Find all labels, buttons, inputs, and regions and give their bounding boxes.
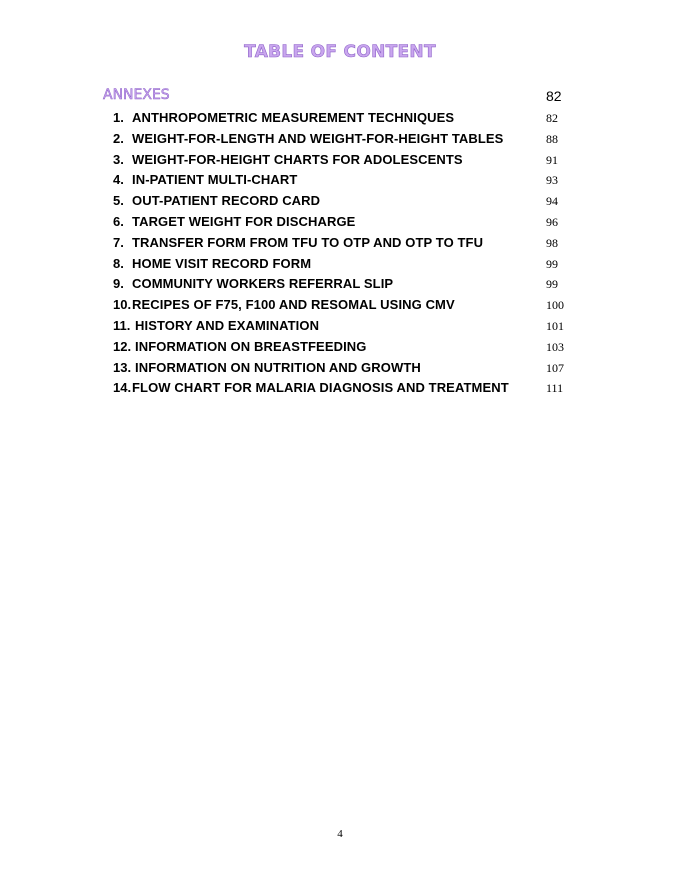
toc-entry-label: WEIGHT-FOR-HEIGHT CHARTS FOR ADOLESCENTS bbox=[132, 151, 463, 167]
toc-entry-label: TRANSFER FORM FROM TFU TO OTP AND OTP TO TFU bbox=[132, 234, 484, 250]
toc-entry-label: IN-PATIENT MULTI-CHART bbox=[132, 172, 298, 188]
toc-entry[interactable] bbox=[113, 295, 573, 316]
section-title: ANNEXES bbox=[103, 87, 170, 103]
toc-entry[interactable] bbox=[113, 212, 573, 233]
toc-entry[interactable] bbox=[113, 274, 573, 295]
toc-entry-page: 88 bbox=[546, 131, 558, 146]
toc-entry[interactable] bbox=[113, 191, 573, 212]
toc-entry-number: 5. bbox=[113, 193, 124, 209]
toc-entry-number: 6. bbox=[113, 213, 124, 229]
toc-entry-label: WEIGHT-FOR-LENGTH AND WEIGHT-FOR-HEIGHT TABLES bbox=[132, 130, 504, 146]
toc-entry-number: 7. bbox=[113, 234, 124, 250]
toc-entry-number: 14. bbox=[113, 380, 132, 396]
toc-entry-label: HOME VISIT RECORD FORM bbox=[132, 255, 312, 271]
toc-entry-number: 2. bbox=[113, 130, 124, 146]
toc-entry[interactable] bbox=[113, 170, 573, 191]
toc-entry[interactable] bbox=[113, 129, 573, 150]
section-page-number: 82 bbox=[546, 88, 562, 104]
toc-entry[interactable] bbox=[113, 150, 573, 171]
toc-entry-number: 12. bbox=[113, 338, 132, 354]
toc-entry[interactable] bbox=[113, 254, 573, 275]
toc-entry-page: 98 bbox=[546, 235, 558, 250]
toc-entry-label: INFORMATION ON BREASTFEEDING bbox=[135, 338, 367, 354]
toc-entry-label: OUT-PATIENT RECORD CARD bbox=[132, 193, 321, 209]
toc-entry[interactable] bbox=[113, 233, 573, 254]
toc-entry-label: TARGET WEIGHT FOR DISCHARGE bbox=[132, 213, 356, 229]
toc-entry-label: COMMUNITY WORKERS REFERRAL SLIP bbox=[132, 276, 394, 292]
toc-entry-page: 93 bbox=[546, 173, 558, 188]
toc-entry-label: FLOW CHART FOR MALARIA DIAGNOSIS AND TREATMENT bbox=[132, 380, 509, 396]
toc-entry-number: 13. bbox=[113, 359, 132, 375]
toc-entry-page: 107 bbox=[546, 360, 564, 375]
toc-entry-number: 8. bbox=[113, 255, 124, 271]
footer-page-number: 4 bbox=[337, 828, 343, 840]
toc-entry-label: INFORMATION ON NUTRITION AND GROWTH bbox=[135, 359, 421, 375]
toc-entry[interactable] bbox=[113, 108, 573, 129]
toc-entry-label: ANTHROPOMETRIC MEASUREMENT TECHNIQUES bbox=[132, 110, 455, 125]
toc-entry-label: HISTORY AND EXAMINATION bbox=[135, 317, 320, 333]
toc-entry-page: 94 bbox=[546, 194, 558, 209]
page-title: TABLE OF CONTENT bbox=[244, 42, 436, 62]
toc-entry-page: 111 bbox=[546, 381, 564, 396]
toc-entry[interactable] bbox=[113, 378, 573, 399]
toc-entry-number: 9. bbox=[113, 276, 124, 292]
toc-entry-page: 99 bbox=[546, 277, 558, 292]
toc-entry-page: 91 bbox=[546, 152, 558, 167]
toc-entry-label: RECIPES OF F75, F100 AND RESOMAL USING CMV bbox=[132, 297, 455, 313]
toc-entry-number: 1. bbox=[113, 110, 124, 125]
toc-entry-page: 99 bbox=[546, 256, 558, 271]
toc-entry-number: 10. bbox=[113, 297, 132, 313]
toc-entry[interactable] bbox=[113, 316, 573, 337]
toc-entry-number: 3. bbox=[113, 151, 124, 167]
toc-entry-page: 100 bbox=[546, 298, 564, 313]
toc-entry[interactable] bbox=[113, 358, 573, 379]
toc-entry-page: 103 bbox=[546, 339, 564, 354]
toc-entry-page: 96 bbox=[546, 214, 558, 229]
toc-entry[interactable] bbox=[113, 337, 573, 358]
toc-section-annexes[interactable] bbox=[103, 87, 565, 107]
toc-entry-page: 101 bbox=[546, 318, 564, 333]
toc-list bbox=[113, 108, 573, 399]
toc-entry-page: 82 bbox=[546, 111, 558, 125]
toc-entry-number: 11. bbox=[113, 317, 131, 333]
toc-entry-number: 4. bbox=[113, 172, 124, 188]
